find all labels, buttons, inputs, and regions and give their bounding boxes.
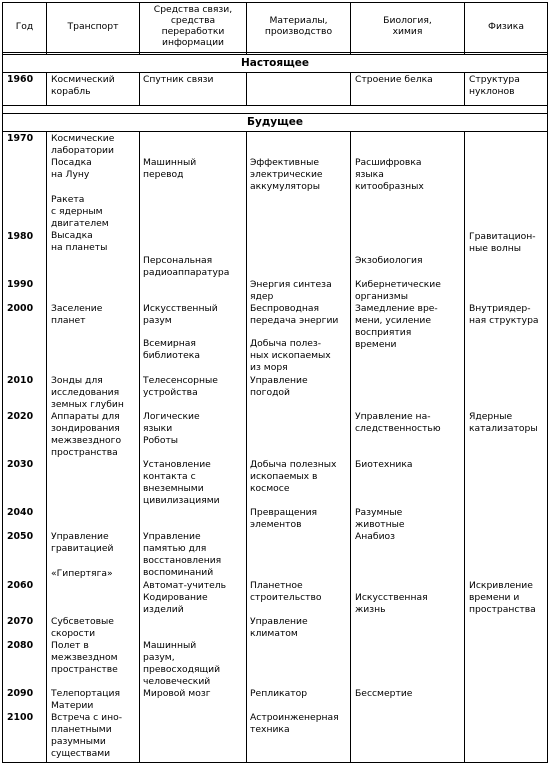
section-divider <box>2 105 548 106</box>
transport-entry: Встреча с ино- планетными разумными существами <box>51 712 123 759</box>
communication-entry: Мировой мозг <box>143 688 211 699</box>
biology-entry: Кибернетические организмы <box>355 279 441 302</box>
column-divider <box>246 131 247 763</box>
table-border-right <box>547 2 548 763</box>
table-border-bottom <box>2 762 548 763</box>
transport-entry: Телепортация Материи <box>51 688 120 711</box>
communication-entry: Искусственный разум <box>143 303 218 326</box>
biology-entry: Разумные животные Анабиоз <box>355 507 405 542</box>
transport-entry: Управление гравитацией <box>51 531 114 554</box>
present-communication: Спутник связи <box>143 74 214 85</box>
column-divider <box>46 131 47 763</box>
materials-entry: Астроинженерная техника <box>250 712 339 735</box>
materials-entry: Управление климатом <box>250 616 308 639</box>
materials-entry: Превращения элементов <box>250 507 318 530</box>
section-divider <box>2 113 548 114</box>
header-divider <box>2 52 548 53</box>
materials-entry: Репликатор <box>250 688 308 699</box>
transport-entry: Заселение планет <box>51 303 103 326</box>
column-divider <box>139 72 140 106</box>
biology-entry: Бессмертие <box>355 688 413 699</box>
year-2050: 2050 <box>7 531 34 542</box>
communication-entry: Персональная радиоаппаратура <box>143 255 230 278</box>
header-year: Год <box>15 21 34 32</box>
present-biology: Строение белка <box>355 74 433 85</box>
year-2030: 2030 <box>7 459 34 470</box>
materials-entry: Энергия синтеза ядер <box>250 279 332 302</box>
section-title-present: Настоящее <box>241 57 309 69</box>
present-physics: Структура нуклонов <box>469 74 520 97</box>
physics-entry: Ядерные катализаторы <box>469 411 538 434</box>
forecast-table <box>2 2 548 763</box>
column-divider <box>139 131 140 763</box>
communication-entry: Установление контакта с внеземными цивилизациями <box>143 459 220 506</box>
transport-entry: Аппараты для зондирования межзвездного пространства <box>51 411 122 458</box>
transport-entry: Космические лаборатории Посадка на Луну <box>51 133 115 180</box>
year-2070: 2070 <box>7 616 34 627</box>
section-divider <box>2 131 548 132</box>
year-1970: 1970 <box>7 133 34 144</box>
transport-entry: Полет в межзвездном пространстве <box>51 640 118 675</box>
biology-entry: Замедление вре- мени, усиление восприятия времени <box>355 303 438 350</box>
year-2020: 2020 <box>7 411 34 422</box>
materials-entry: Управление погодой <box>250 375 308 398</box>
biology-entry: Экзобиология <box>355 255 423 266</box>
year-1980: 1980 <box>7 231 34 242</box>
column-divider <box>46 72 47 106</box>
communication-entry: Автомат-учитель Кодирование изделий <box>143 580 227 615</box>
materials-entry: Эффективные электрические аккумуляторы <box>250 157 323 192</box>
section-divider <box>2 72 548 73</box>
section-title-future: Будущее <box>246 116 304 128</box>
biology-entry: Биотехника <box>355 459 413 470</box>
transport-entry: Зонды для исследования земных глубин <box>51 375 124 410</box>
biology-entry: Управление на- следственностью <box>355 411 441 434</box>
table-border-top <box>2 2 548 3</box>
column-divider <box>350 131 351 763</box>
header-materials: Материалы, производство <box>264 15 333 37</box>
communication-entry: Всемирная библиотека <box>143 338 200 361</box>
column-divider <box>246 72 247 106</box>
year-2080: 2080 <box>7 640 34 651</box>
header-biology: Биология, химия <box>383 15 432 37</box>
transport-entry: Субсветовые скорости <box>51 616 114 639</box>
communication-entry: Логические языки Роботы <box>143 411 200 446</box>
transport-entry: Ракета с ядерным двигателем Высадка на планеты <box>51 194 109 253</box>
year-1990: 1990 <box>7 279 34 290</box>
column-divider <box>464 72 465 106</box>
section-divider <box>2 54 548 55</box>
year-2040: 2040 <box>7 507 34 518</box>
column-divider <box>350 72 351 106</box>
year-2100: 2100 <box>7 712 34 723</box>
transport-entry: «Гипертяга» <box>51 568 113 579</box>
communication-entry: Машинный перевод <box>143 157 197 180</box>
year-1960: 1960 <box>7 74 34 85</box>
year-2000: 2000 <box>7 303 34 314</box>
physics-entry: Искривление времени и пространства <box>469 580 536 615</box>
column-divider <box>464 131 465 763</box>
communication-entry: Машинный разум, превосходящий человеческий <box>143 640 221 687</box>
year-2010: 2010 <box>7 375 34 386</box>
physics-entry: Гравитацион- ные волны <box>469 231 536 254</box>
communication-entry: Телесенсорные устройства <box>143 375 218 398</box>
year-2060: 2060 <box>7 580 34 591</box>
materials-entry: Добыча полезных ископаемых в космосе <box>250 459 337 494</box>
materials-entry: Добыча полез- ных ископаемых из моря <box>250 338 331 373</box>
present-transport: Космический корабль <box>51 74 115 97</box>
header-physics: Физика <box>488 21 524 32</box>
header-communication: Средства связи, средства переработки информации <box>153 4 233 48</box>
physics-entry: Внутриядер- ная структура <box>469 303 539 326</box>
materials-entry: Планетное строительство <box>250 580 322 603</box>
materials-entry: Беспроводная передача энергии <box>250 303 339 326</box>
biology-entry: Расшифровка языка китообразных <box>355 157 424 192</box>
communication-entry: Управление памятью для восстановления воспоминаний <box>143 531 222 578</box>
header-transport: Транспорт <box>67 21 119 32</box>
biology-entry: Искусственная жизнь <box>355 592 428 615</box>
year-2090: 2090 <box>7 688 34 699</box>
